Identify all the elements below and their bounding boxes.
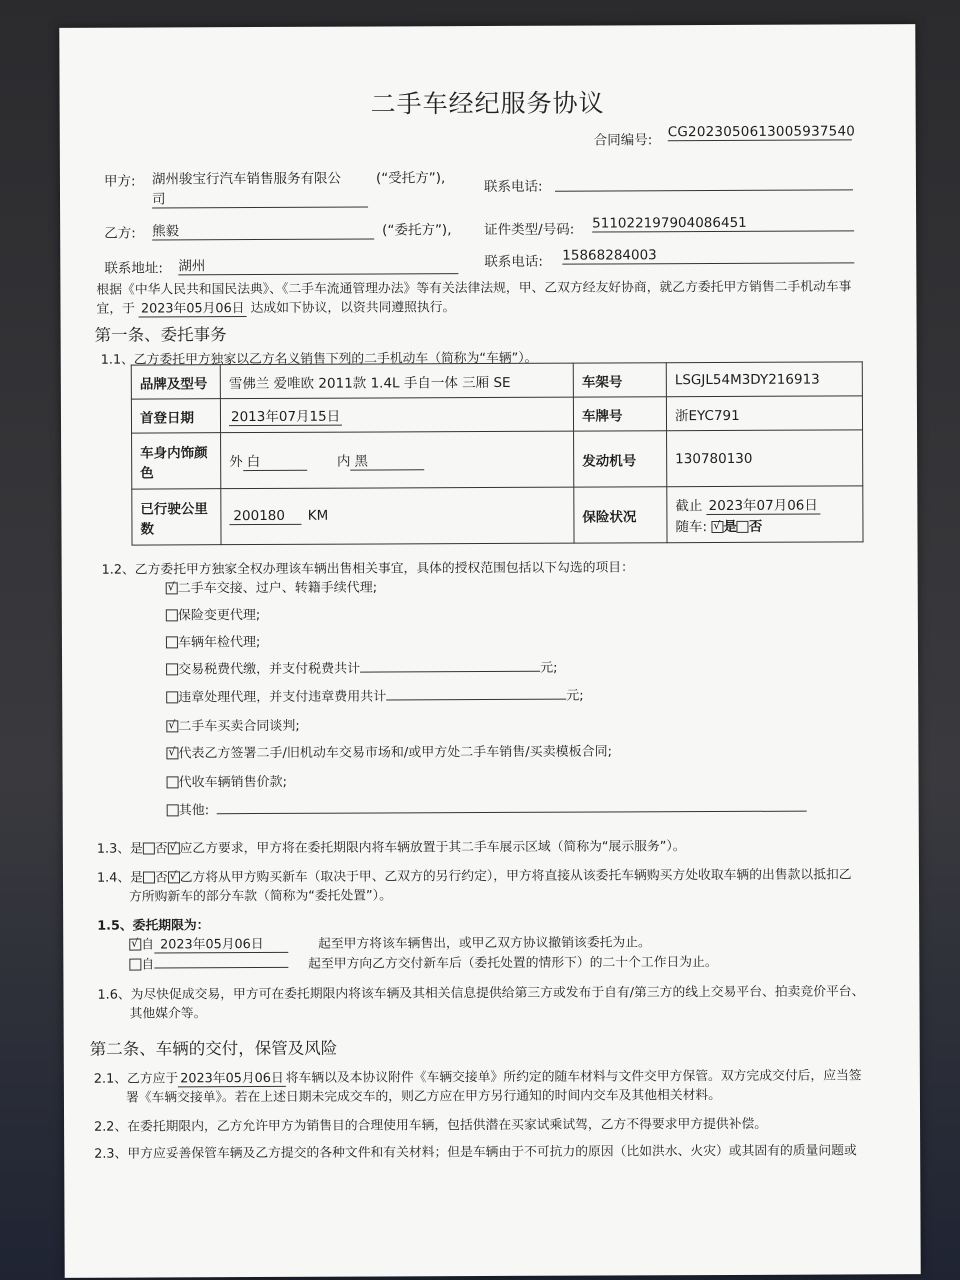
- clause-1-3-yes-checkbox[interactable]: [143, 842, 155, 854]
- party-a-name-line1: 湖州骏宝行汽车销售服务有限公: [151, 170, 341, 188]
- term-option2-date-line: [154, 953, 288, 969]
- clause-1-4-yes-checkbox[interactable]: [143, 871, 155, 883]
- insurance-no-checkbox[interactable]: [737, 521, 749, 533]
- term-option1-text: 起至甲方将该车辆售出，或甲乙双方协议撤销该委托为止。: [318, 935, 651, 952]
- exterior-color: 白: [243, 450, 307, 471]
- clause-2-1-number: 2.1、: [93, 1071, 128, 1087]
- insurance-until-date: 2023年07月06日: [707, 494, 820, 515]
- auth-item-7: [166, 740, 612, 761]
- auth-item-8: [167, 771, 287, 791]
- auth-item-8-checkbox[interactable]: [167, 776, 179, 788]
- reg-date-label: 首登日期: [131, 399, 220, 433]
- auth-item-6-checkbox[interactable]: [166, 720, 178, 732]
- party-b-label: 乙方:: [104, 225, 136, 242]
- clause-2-3: [94, 1139, 857, 1161]
- auth-item-6-text: 二手车买卖合同谈判;: [178, 718, 300, 735]
- brand-label: 品牌及型号: [131, 365, 220, 399]
- engine-label: 发动机号: [574, 431, 667, 487]
- auth-item-4-checkbox[interactable]: [166, 663, 178, 675]
- exterior-label: 外: [229, 454, 243, 471]
- mileage-label: 已行驶公里数: [132, 489, 221, 545]
- term-option2-text: 起至甲方向乙方交付新车后（委托处置的情形下）的二十个工作日为止。: [308, 955, 718, 972]
- insurance-no-label: 否: [748, 518, 763, 535]
- clause-1-3-no-label: 否: [154, 841, 168, 857]
- auth-item-3-checkbox[interactable]: [166, 636, 178, 648]
- intro-line1: 根据《中华人民共和国民法典》、《二手车流通管理办法》等有关法律法规，甲、乙双方经友好协商，就乙方委托甲方销售二手机动车事: [96, 279, 852, 298]
- term-option1-checkbox[interactable]: [129, 939, 141, 951]
- brand-value: 雪佛兰 爱唯欧 2011款 1.4L 手自一体 三厢 SE: [220, 363, 573, 399]
- clause-1-5-heading: 1.5、委托期限为：: [97, 918, 210, 934]
- vehicle-info-table: [131, 361, 864, 545]
- clause-1-2: 1.2、乙方委托甲方独家全权办理该车辆出售相关事宜，具体的授权范围包括以下勾选的项目：: [101, 560, 634, 578]
- auth-item-5-text: 违章处理代理，并支付违章费用共计: [178, 689, 387, 706]
- party-b-name: 熊毅: [152, 219, 374, 241]
- clause-1-6-number: 1.6、: [97, 987, 131, 1003]
- clause-1-4-no-checkbox[interactable]: [168, 871, 180, 883]
- term-option1-date: 2023年05月06日: [154, 933, 288, 954]
- intro-prefix: 宜，于: [96, 301, 135, 317]
- clause-1-3-yes-label: 是: [129, 841, 143, 857]
- mileage-value: 200180: [229, 508, 301, 525]
- clause-2-2: [94, 1113, 767, 1135]
- plate-label: 车牌号: [573, 397, 666, 431]
- insurance-yes-label: 是: [723, 518, 737, 535]
- party-b-address: 湖州: [178, 253, 458, 275]
- party-b-phone: 15868284003: [562, 246, 854, 264]
- term-option1-from: 自: [141, 937, 155, 953]
- contract-number-label: 合同编号:: [593, 132, 653, 149]
- clause-1-3-number: 1.3、: [96, 841, 131, 857]
- auth-item-2-text: 保险变更代理;: [177, 608, 261, 624]
- party-b-id-number: 511022197904086451: [592, 214, 854, 232]
- auth-item-4-amount-line: [360, 657, 540, 673]
- clause-1-4-number: 1.4、: [96, 870, 131, 886]
- reg-date-cell: [220, 397, 573, 433]
- mileage-unit: KM: [307, 507, 329, 524]
- clause-2-2-number: 2.2、: [94, 1119, 128, 1135]
- auth-item-9-text: 其他:: [178, 803, 210, 819]
- auth-item-1-text: 二手车交接、过户、转籍手续代理;: [177, 580, 378, 597]
- insurance-yes-checkbox[interactable]: [711, 521, 723, 533]
- vin-label: 车架号: [573, 363, 666, 397]
- mileage-cell: [221, 487, 574, 545]
- clause-1-1: 1.1、乙方委托甲方独家以乙方名义销售下列的二手机动车（简称为“车辆”）。: [100, 350, 538, 368]
- term-option2-from: 自: [141, 957, 155, 973]
- auth-item-3-text: 车辆年检代理;: [177, 635, 261, 651]
- party-a-phone-label: 联系电话:: [483, 178, 543, 196]
- clause-2-3-text: 甲方应妥善保管车辆及乙方提交的各种文件和有关材料；但是车辆由于不可抗力的原因（比如洪水、火灾）或其固有的质量问题或: [127, 1143, 857, 1162]
- interior-color: 黑: [350, 449, 424, 470]
- document-title: 二手车经纪服务协议: [370, 88, 605, 119]
- auth-item-9-checkbox[interactable]: [167, 804, 179, 816]
- party-b-phone-label: 联系电话:: [484, 253, 543, 271]
- auth-item-8-text: 代收车辆销售价款;: [178, 774, 287, 791]
- intro-suffix: 达成如下协议，以资共同遵照执行。: [250, 300, 456, 317]
- section-1-heading: 第一条、委托事务: [94, 325, 227, 345]
- auth-item-5-suffix: 元;: [566, 688, 584, 704]
- auth-item-4-text: 交易税费代缴，并支付税费共计: [178, 661, 361, 678]
- auth-item-3: [166, 631, 260, 650]
- clause-1-6-text-line2: 其他媒介等。: [129, 1006, 207, 1022]
- party-a-label: 甲方:: [103, 173, 136, 190]
- party-b-id-label: 证件类型/号码:: [484, 221, 575, 239]
- insurance-until-label: 截止: [675, 498, 703, 515]
- auth-item-4: [166, 657, 557, 678]
- clause-1-6-text-line1: 为尽快促成交易，甲方可在委托期限内将该车辆及其相关信息提供给第三方或发布于自有/第三方的线上交易平台、拍卖竞价平台、: [130, 984, 865, 1003]
- clause-2-1-text-line1: 将车辆以及本协议附件《车辆交接单》所约定的随车材料与文件交甲方保管。双方完成交付后，应当签: [285, 1068, 862, 1086]
- clause-1-4: [97, 863, 852, 885]
- auth-item-2-checkbox[interactable]: [166, 609, 178, 621]
- auth-item-9-other-line: [217, 797, 807, 815]
- intro-date: 2023年05月06日: [139, 297, 247, 317]
- insurance-with-car-label: 随车:: [675, 519, 708, 536]
- party-a-name-line2: 司: [152, 187, 368, 209]
- party-a-role: (“受托方”),: [375, 170, 446, 187]
- clause-1-5-option2: [129, 951, 717, 973]
- insurance-label: 保险状况: [574, 487, 667, 543]
- clause-1-3-no-checkbox[interactable]: [168, 842, 180, 854]
- insurance-cell: [667, 486, 863, 543]
- clause-1-3: [97, 835, 686, 857]
- clause-1-4-text-line2: 方所购新车的部分车款（简称为“委托处置”）。: [129, 888, 392, 905]
- auth-item-1-checkbox[interactable]: [166, 582, 178, 594]
- engine-value: 130780130: [667, 430, 863, 487]
- section-2-heading: 第二条、车辆的交付，保管及风险: [89, 1038, 338, 1059]
- clause-1-4-no-label: 否: [154, 870, 168, 886]
- clause-1-4-yes-label: 是: [130, 870, 143, 886]
- plate-value: 浙EYC791: [666, 396, 862, 431]
- contract-number: CG2023050613005937540: [667, 123, 856, 141]
- auth-item-7-text: 代表乙方签署二手/旧机动车交易市场和/或甲方处二手车销售/买卖模板合同;: [178, 744, 613, 762]
- color-cell: [221, 431, 574, 489]
- clause-1-3-text: 应乙方要求，甲方将在委托期限内将车辆放置于其二手车展示区域（简称为“展示服务”）。: [179, 839, 686, 857]
- clause-2-1-prefix: 乙方应于: [126, 1071, 179, 1087]
- reg-date-value: 2013年07月15日: [229, 405, 342, 426]
- auth-item-2: [166, 604, 260, 623]
- term-option2-checkbox[interactable]: [129, 959, 141, 971]
- clause-2-1-date: 2023年05月06日: [178, 1067, 286, 1087]
- clause-2-1-text-line2: 署《车辆交接单》。若在上述日期未完成交车的，则乙方应在甲方另行通知的时间内交车及其他相关材料。: [125, 1087, 722, 1106]
- party-b-address-label: 联系地址:: [104, 260, 163, 277]
- clause-1-4-text-line1: 乙方将从甲方购买新车（取决于甲、乙双方的另行约定），甲方将直接从该委托车辆购买方处收取车辆的出售款以抵扣乙: [179, 867, 852, 886]
- auth-item-4-suffix: 元;: [540, 660, 558, 676]
- contract-paper: [59, 24, 920, 1278]
- party-b-role: (“委托方”),: [382, 222, 452, 239]
- auth-item-5-amount-line: [386, 685, 566, 701]
- auth-item-5: [166, 685, 583, 706]
- intro-line2: [96, 296, 455, 318]
- auth-item-9: [167, 797, 807, 819]
- vin-value: LSGJL54M3DY216913: [666, 362, 862, 397]
- party-a-phone-line: [555, 189, 853, 191]
- auth-item-1: [166, 576, 377, 596]
- clause-2-2-text: 在委托期限内，乙方允许甲方为销售目的合理使用车辆，包括供潜在买家试乘试驾，乙方不得要求甲方提供补偿。: [127, 1116, 768, 1135]
- clause-1-5-option1: [129, 931, 651, 953]
- interior-label: 内: [336, 453, 351, 470]
- clause-2-3-number: 2.3、: [94, 1146, 128, 1162]
- auth-item-6: [166, 715, 299, 735]
- color-label: 车身内饰颜色: [132, 433, 221, 489]
- auth-item-7-checkbox[interactable]: [166, 747, 178, 759]
- auth-item-5-checkbox[interactable]: [166, 691, 178, 703]
- clause-1-6: [97, 980, 864, 1002]
